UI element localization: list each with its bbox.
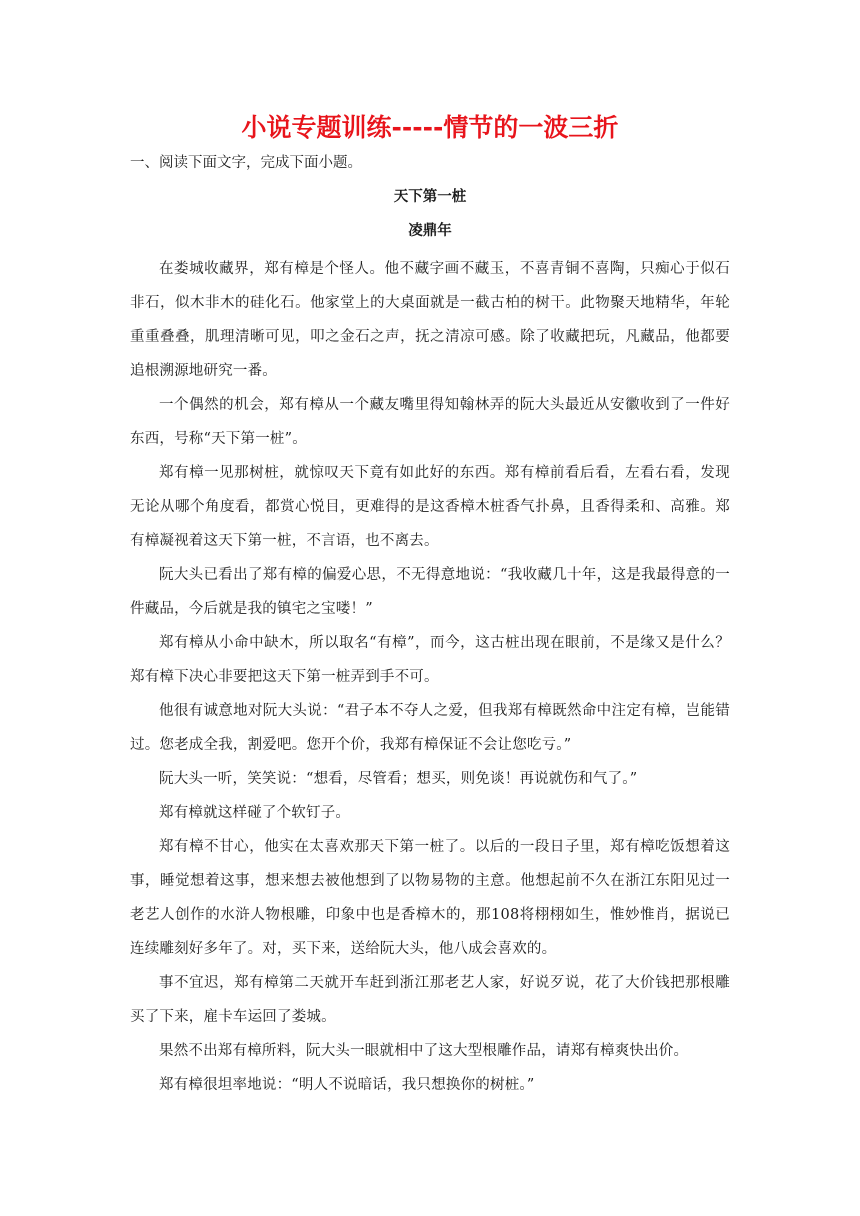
- story-paragraph: 郑有樟很坦率地说：“明人不说暗话，我只想换你的树桩。”: [159, 1077, 535, 1093]
- story-paragraph: 一个偶然的机会，郑有樟从一个藏友嘴里得知翰林弄的阮大头最近从安徽收到了一件好东西，号称“天下第一桩”。: [130, 397, 730, 447]
- question-instruction: 一、阅读下面文字，完成下面小题。: [130, 155, 362, 171]
- story-paragraph: 阮大头一听，笑笑说：“想看，尽管看；想买，则免谈！再说就伤和气了。”: [159, 771, 638, 787]
- story-author: 凌鼎年: [408, 222, 452, 239]
- story-paragraph: 郑有樟不甘心，他实在太喜欢那天下第一桩了。以后的一段日子里，郑有樟吃饭想着这事，睡觉想着这事，想来想去被他想到了以物易物的主意。他想起前不久在浙江东阳见过一老艺人创作的水浒人物根雕，印象中也是香樟木的，那108将栩栩如生，惟妙惟肖，据说已连续雕刻好多年了。对，买下来，送给阮大头，他八成会喜欢的。: [130, 839, 730, 957]
- story-paragraph: 郑有樟一见那树桩，就惊叹天下竟有如此好的东西。郑有樟前看后看，左看右看，发现无论从哪个角度看，都赏心悦目，更难得的是这香樟木桩香气扑鼻，且香得柔和、高雅。郑有樟凝视着这天下第一桩，不言语，也不离去。: [130, 465, 730, 549]
- story-paragraph: 阮大头已看出了郑有樟的偏爱心思，不无得意地说：“我收藏几十年，这是我最得意的一件藏品，今后就是我的镇宅之宝喽！”: [130, 567, 730, 617]
- story-paragraph: 在娄城收藏界，郑有樟是个怪人。他不藏字画不藏玉，不喜青铜不喜陶，只痴心于似石非石，似木非木的硅化石。他家堂上的大桌面就是一截古柏的树干。此物聚天地精华，年轮重重叠叠，肌理清晰可见，叩之金石之声，抚之清凉可感。除了收藏把玩，凡藏品，他都要追根溯源地研究一番。: [130, 261, 730, 379]
- story-body: [130, 252, 730, 1102]
- story-paragraph: 事不宜迟，郑有樟第二天就开车赶到浙江那老艺人家，好说歹说，花了大价钱把那根雕买了下来，雇卡车运回了娄城。: [130, 975, 730, 1025]
- document-page: [130, 110, 730, 1102]
- story-title: 天下第一桩: [393, 188, 467, 205]
- story-paragraph: 郑有樟从小命中缺木，所以取名“有樟”，而今，这古桩出现在眼前，不是缘又是什么？郑有樟下决心非要把这天下第一桩弄到手不可。: [130, 635, 730, 685]
- story-paragraph: 郑有樟就这样碰了个软钉子。: [159, 805, 351, 821]
- story-paragraph: 他很有诚意地对阮大头说：“君子本不夺人之爱，但我郑有樟既然命中注定有樟，岂能错过。您老成全我，割爱吧。您开个价，我郑有樟保证不会让您吃亏。”: [130, 703, 730, 753]
- document-title: 小说专题训练-----情节的一波三折: [241, 113, 619, 142]
- story-paragraph: 果然不出郑有樟所料，阮大头一眼就相中了这大型根雕作品，请郑有樟爽快出价。: [159, 1043, 689, 1059]
